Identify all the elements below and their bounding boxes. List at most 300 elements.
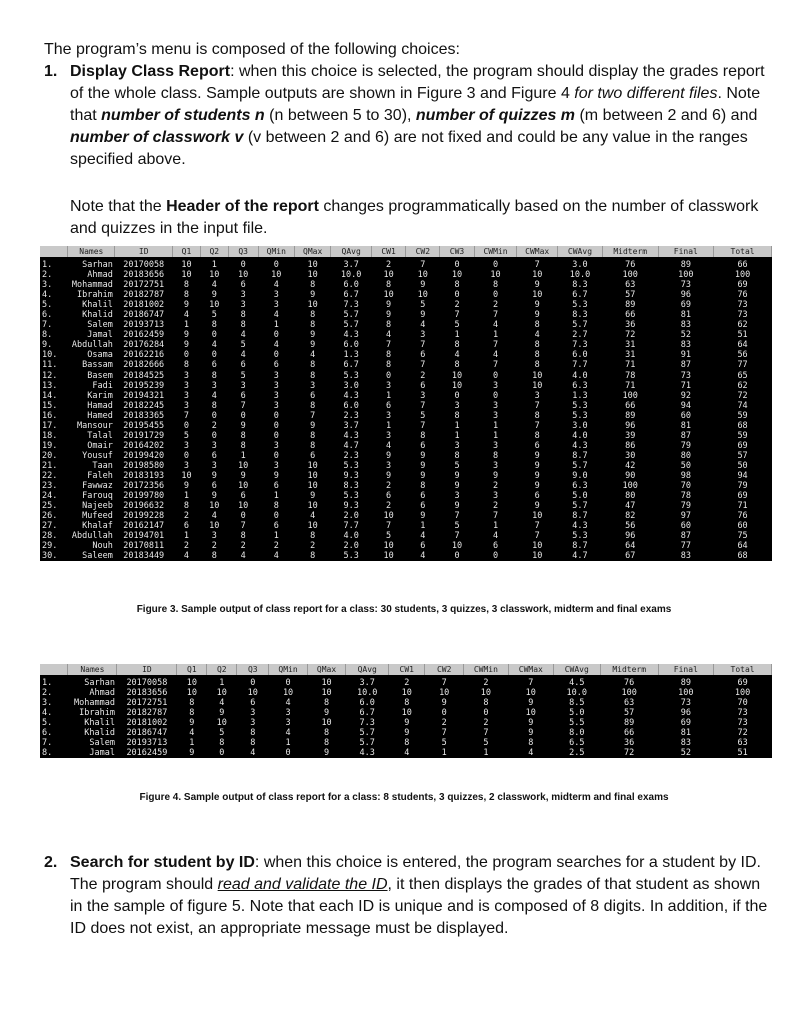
column-header: CWMax bbox=[517, 246, 558, 257]
table-cell: 20198580 bbox=[123, 460, 165, 471]
table-cell: 10 bbox=[238, 501, 249, 512]
table-cell: 0 bbox=[240, 260, 246, 271]
table-cell: 4 bbox=[404, 748, 410, 759]
table-cell: 70 bbox=[680, 481, 691, 492]
table-cell: 5.3 bbox=[343, 370, 359, 381]
table-cell: 71 bbox=[737, 501, 748, 512]
table-cell: 9 bbox=[189, 718, 195, 729]
table-cell: 10 bbox=[417, 290, 428, 301]
table-cell: 76 bbox=[624, 678, 635, 689]
table-cell: 0 bbox=[492, 390, 499, 401]
table-cell: 6 bbox=[273, 481, 279, 492]
table-cell: 94 bbox=[737, 471, 748, 481]
table-cell: 5.0 bbox=[569, 708, 585, 719]
table-cell: 3 bbox=[183, 370, 190, 381]
table-cell: 5. bbox=[42, 300, 53, 311]
table-cell: 5 bbox=[183, 430, 190, 441]
table-cell: 7 bbox=[183, 410, 190, 421]
table-cell: 100 bbox=[622, 270, 638, 281]
table-cell: 4 bbox=[420, 531, 426, 542]
table-cell: 98 bbox=[680, 471, 691, 481]
table-cell: 8 bbox=[310, 310, 316, 321]
table-cell: 9 bbox=[310, 290, 316, 301]
table-cell: Mansour bbox=[77, 420, 113, 431]
table-cell: 9 bbox=[454, 501, 460, 512]
table-cell: 3.0 bbox=[343, 380, 359, 391]
table-cell: 4. bbox=[42, 708, 53, 719]
table-cell: 51 bbox=[737, 330, 748, 341]
table-cell: 0 bbox=[454, 551, 460, 562]
table-cell: 8 bbox=[310, 400, 316, 411]
table-cell: 68 bbox=[737, 551, 748, 562]
table-cell: 10 bbox=[238, 460, 249, 471]
table-cell: 20182787 bbox=[126, 708, 168, 719]
table-cell: 6 bbox=[386, 491, 392, 502]
table-cell: 3 bbox=[492, 440, 499, 451]
table-cell: 83 bbox=[680, 340, 691, 351]
table-cell: 10 bbox=[209, 300, 220, 311]
table-cell: 6.0 bbox=[343, 400, 359, 411]
table-cell: 3 bbox=[273, 390, 279, 401]
table-cell: 5 bbox=[240, 340, 246, 351]
table-cell: 10 bbox=[383, 270, 394, 281]
table-cell: 4 bbox=[219, 698, 225, 709]
table-cell: 31 bbox=[625, 340, 636, 351]
table-cell: 6 bbox=[386, 400, 392, 411]
table-cell: 50 bbox=[737, 460, 748, 471]
table-cell: 83 bbox=[680, 320, 691, 331]
table-row bbox=[40, 708, 772, 718]
table-cell: 62 bbox=[737, 320, 748, 331]
table-row bbox=[40, 451, 772, 461]
table-cell: 9.3 bbox=[343, 471, 359, 481]
table-cell: 69 bbox=[737, 280, 748, 291]
table-cell: 2 bbox=[310, 541, 316, 552]
table-cell: 8 bbox=[211, 370, 217, 381]
table-cell: 3 bbox=[211, 531, 217, 542]
table-cell: 8.7 bbox=[572, 511, 588, 522]
table-row bbox=[40, 481, 772, 491]
table-cell: 0 bbox=[211, 330, 217, 341]
table-cell: 3 bbox=[386, 380, 392, 391]
table-row bbox=[40, 728, 772, 738]
table-cell: 4 bbox=[420, 320, 426, 331]
table-cell: 50 bbox=[680, 460, 691, 471]
table-cell: 30. bbox=[42, 551, 58, 562]
column-header: Total bbox=[714, 246, 772, 257]
table-cell: 9 bbox=[454, 471, 460, 481]
table-cell: 9 bbox=[534, 310, 540, 321]
table-cell: 4.3 bbox=[343, 390, 359, 401]
table-row bbox=[40, 431, 772, 441]
table-cell: 73 bbox=[680, 698, 691, 709]
table-cell: 2 bbox=[492, 501, 499, 512]
table-row bbox=[40, 738, 772, 748]
table-cell: 72 bbox=[624, 748, 635, 759]
table-cell: 1 bbox=[211, 260, 217, 271]
table-cell: 2 bbox=[404, 678, 410, 689]
table-cell: 20183449 bbox=[123, 551, 165, 562]
table-cell: Salem bbox=[87, 320, 113, 331]
table-cell: 6 bbox=[211, 450, 217, 461]
table-cell: 4 bbox=[420, 551, 426, 562]
table-cell: 5 bbox=[483, 738, 489, 749]
table-cell: 17. bbox=[42, 420, 58, 431]
table-cell: 9 bbox=[324, 708, 330, 719]
table-cell: 57 bbox=[625, 290, 636, 301]
table-cell: 6 bbox=[240, 360, 246, 371]
table-cell: 3.0 bbox=[572, 260, 588, 271]
table-cell: 91 bbox=[680, 350, 691, 361]
table-cell: 9 bbox=[183, 300, 190, 311]
table-cell: 9 bbox=[273, 471, 279, 481]
table-cell: 4 bbox=[240, 350, 246, 361]
table-cell: 0 bbox=[386, 370, 392, 381]
table-cell: 20183656 bbox=[126, 688, 168, 699]
table-cell: 3.7 bbox=[359, 678, 375, 689]
column-header: Names bbox=[68, 246, 115, 257]
table-cell: 20182245 bbox=[123, 400, 165, 411]
table-cell: 10 bbox=[439, 688, 450, 699]
table-cell: 20164202 bbox=[123, 440, 165, 451]
table-cell: 2 bbox=[273, 541, 279, 552]
table-cell: 3 bbox=[240, 290, 246, 301]
table-cell: 20194321 bbox=[123, 390, 165, 401]
table-cell: 5 bbox=[211, 310, 217, 321]
table-cell: 8 bbox=[211, 400, 217, 411]
table-cell: 1 bbox=[483, 748, 489, 759]
table-cell: 3 bbox=[250, 718, 256, 729]
table-cell: 9 bbox=[492, 471, 499, 481]
table-cell: 82 bbox=[625, 511, 636, 522]
table-cell: 7 bbox=[441, 728, 447, 739]
table-cell: 83 bbox=[680, 551, 691, 562]
table-cell: 10 bbox=[216, 718, 227, 729]
table-row bbox=[40, 260, 772, 270]
table-cell: 10 bbox=[186, 688, 197, 699]
table-cell: 0 bbox=[273, 430, 279, 441]
table-cell: 69 bbox=[737, 440, 748, 451]
table-cell: 4.7 bbox=[343, 440, 359, 451]
table-cell: 9 bbox=[534, 501, 540, 512]
table-cell: 3 bbox=[386, 460, 392, 471]
table-cell: 8 bbox=[211, 320, 217, 331]
table-cell: 1 bbox=[219, 678, 225, 689]
table-cell: 42 bbox=[625, 460, 636, 471]
table-cell: 51 bbox=[737, 748, 748, 759]
table-cell: 7 bbox=[454, 310, 460, 321]
table-cell: Yousuf bbox=[82, 450, 113, 461]
table-cell: 10 bbox=[209, 501, 220, 512]
table-cell: 10 bbox=[282, 688, 294, 699]
table-cell: 8 bbox=[492, 450, 499, 461]
column-header: Final bbox=[658, 664, 714, 675]
table-cell: Mohammad bbox=[74, 698, 115, 709]
table-cell: 6.0 bbox=[343, 280, 359, 291]
table-cell: 5 bbox=[420, 300, 426, 311]
table-cell: Fawwaz bbox=[82, 481, 113, 492]
table-cell: Sarhan bbox=[82, 260, 113, 271]
table-cell: Nouh bbox=[92, 541, 113, 552]
table-cell: 8 bbox=[211, 551, 217, 562]
table-cell: 8 bbox=[454, 340, 460, 351]
table-cell: 4 bbox=[211, 340, 217, 351]
table-cell: 1.3 bbox=[572, 390, 588, 401]
table-cell: 1 bbox=[183, 531, 190, 542]
table-cell: 7 bbox=[534, 521, 540, 532]
table-cell: 71 bbox=[625, 380, 636, 391]
table-cell: 6 bbox=[492, 541, 499, 552]
table-cell: 87 bbox=[680, 531, 691, 542]
table-cell: 66 bbox=[737, 260, 748, 271]
table-cell: 7 bbox=[420, 400, 426, 411]
table-cell: 6 bbox=[534, 491, 540, 502]
table-cell: 8 bbox=[386, 320, 392, 331]
table-cell: 13. bbox=[42, 380, 58, 391]
table-cell: 9 bbox=[386, 471, 392, 481]
table-cell: 7 bbox=[534, 531, 540, 542]
table-cell: 9 bbox=[534, 471, 540, 481]
table-cell: 67 bbox=[625, 551, 636, 562]
table-cell: Salem bbox=[89, 738, 115, 749]
table-cell: 8.3 bbox=[343, 481, 359, 492]
table-cell: 1 bbox=[183, 320, 190, 331]
table-cell: 10 bbox=[532, 370, 543, 381]
table-cell: 8 bbox=[324, 698, 330, 709]
table-cell: 69 bbox=[680, 300, 691, 311]
table-cell: 20170811 bbox=[123, 541, 165, 552]
table-cell: 4 bbox=[273, 280, 279, 291]
table-cell: 2.5 bbox=[569, 748, 585, 759]
table-cell: 73 bbox=[737, 708, 748, 719]
table-cell: 8 bbox=[324, 738, 330, 749]
table-cell: 20193713 bbox=[126, 738, 168, 749]
table-row bbox=[40, 411, 772, 421]
table-cell: 10.0 bbox=[569, 270, 591, 281]
table-cell: 2.0 bbox=[343, 541, 359, 552]
table-cell: 9 bbox=[310, 491, 316, 502]
table-cell: 72 bbox=[737, 390, 748, 401]
table-cell: 9 bbox=[324, 748, 330, 759]
table-cell: 10 bbox=[532, 290, 543, 301]
table-cell: 5.3 bbox=[572, 400, 588, 411]
table-cell: Abdullah bbox=[71, 531, 113, 542]
table-cell: 7 bbox=[534, 420, 540, 431]
item-title: Display Class Report bbox=[70, 63, 231, 80]
table-cell: 64 bbox=[737, 340, 748, 351]
table-cell: 0 bbox=[250, 678, 256, 689]
table-cell: 3 bbox=[273, 440, 279, 451]
table-cell: 76 bbox=[625, 260, 636, 271]
column-header: CW2 bbox=[425, 664, 464, 675]
table-cell: 8 bbox=[183, 290, 190, 301]
table-cell: 73 bbox=[737, 310, 748, 321]
figure3-console bbox=[40, 246, 772, 561]
table-cell: 5.0 bbox=[572, 491, 588, 502]
table-cell: 10 bbox=[480, 688, 492, 699]
table-row bbox=[40, 748, 772, 758]
table-cell: 0 bbox=[492, 551, 499, 562]
table-cell: 8 bbox=[534, 320, 540, 331]
table-cell: 5 bbox=[454, 460, 460, 471]
table-cell: 0 bbox=[273, 350, 279, 361]
table-cell: 8 bbox=[310, 360, 316, 371]
table-cell: 8 bbox=[240, 310, 246, 321]
table-cell: 3 bbox=[534, 390, 540, 401]
table-cell: 2 bbox=[441, 718, 447, 729]
table-cell: 0 bbox=[183, 450, 190, 461]
table-cell: 6 bbox=[420, 541, 426, 552]
table-cell: 78 bbox=[680, 491, 691, 502]
table-cell: Talal bbox=[87, 430, 113, 441]
table-cell: Khalil bbox=[82, 300, 113, 311]
table-row bbox=[40, 360, 772, 370]
table-cell: 6 bbox=[211, 360, 217, 371]
table-cell: 3 bbox=[183, 460, 190, 471]
column-header: QMax bbox=[294, 246, 330, 257]
table-cell: 2 bbox=[386, 501, 392, 512]
table-cell: Saleem bbox=[82, 551, 113, 562]
table-cell: 100 bbox=[734, 688, 751, 699]
table-cell: 100 bbox=[622, 390, 638, 401]
column-header: QMax bbox=[307, 664, 346, 675]
table-cell: 81 bbox=[680, 420, 691, 431]
table-cell: 87 bbox=[680, 430, 691, 441]
table-cell: Khalil bbox=[84, 718, 115, 729]
table-cell: 0 bbox=[273, 260, 279, 271]
table-cell: 20176284 bbox=[123, 340, 165, 351]
table-cell: 8.3 bbox=[572, 310, 588, 321]
table-cell: 1.3 bbox=[343, 350, 359, 361]
table-cell: 2 bbox=[483, 718, 489, 729]
table-cell: 0 bbox=[273, 330, 279, 341]
table-cell: 8 bbox=[310, 430, 316, 441]
table-cell: 4 bbox=[189, 728, 195, 739]
table-cell: 7. bbox=[42, 738, 53, 749]
table-cell: 3 bbox=[454, 491, 460, 502]
table-cell: 6 bbox=[534, 440, 540, 451]
item-number: 1. bbox=[44, 63, 58, 80]
table-cell: 10 bbox=[181, 270, 192, 281]
table-cell: 9 bbox=[534, 481, 540, 492]
table-cell: 9 bbox=[534, 280, 540, 291]
table-cell: 79 bbox=[737, 481, 748, 492]
table-cell: 20162147 bbox=[123, 521, 165, 532]
table-cell: 7 bbox=[454, 531, 460, 542]
table-cell: 3 bbox=[211, 460, 217, 471]
table-cell: 20199780 bbox=[123, 491, 165, 502]
table-cell: 5.7 bbox=[359, 728, 375, 739]
table-cell: 6 bbox=[310, 390, 316, 401]
table-row bbox=[40, 391, 772, 401]
table-cell: 8 bbox=[483, 698, 489, 709]
table-cell: 0 bbox=[273, 450, 279, 461]
table-cell: 20193713 bbox=[123, 320, 165, 331]
table-cell: 20181002 bbox=[126, 718, 168, 729]
table-cell: 6 bbox=[420, 491, 426, 502]
table-cell: 10 bbox=[181, 471, 192, 481]
figure4-header-row bbox=[40, 664, 772, 675]
table-cell: 20170058 bbox=[126, 678, 168, 689]
table-cell: 10 bbox=[532, 270, 543, 281]
table-cell: 4.3 bbox=[572, 440, 588, 451]
table-cell: 0 bbox=[211, 350, 217, 361]
table-cell: 25. bbox=[42, 501, 58, 512]
table-cell: 1 bbox=[492, 521, 499, 532]
table-cell: 6 bbox=[250, 698, 256, 709]
table-cell: 0 bbox=[285, 678, 291, 689]
table-cell: 2 bbox=[183, 511, 190, 522]
table-cell: 1 bbox=[285, 738, 291, 749]
table-cell: 9 bbox=[183, 330, 190, 341]
item-body: Search for student by ID: when this choice is entered, the program searches for a student by ID. The program should read and validate the ID, it then displays the grades of that student as shown in the sample of figure 5. Note that each ID is unique and is composed of 8 digits. In addition, if the ID does not exist, an appropriate message must be displayed. bbox=[70, 854, 768, 937]
table-cell: 8 bbox=[492, 280, 499, 291]
table-cell: Bassam bbox=[82, 360, 113, 371]
table-cell: 10 bbox=[532, 511, 543, 522]
table-cell: 8 bbox=[420, 430, 426, 441]
table-cell: 10 bbox=[307, 481, 318, 492]
table-cell: 6 bbox=[240, 280, 246, 291]
table-cell: 20194701 bbox=[123, 531, 165, 542]
table-cell: 10 bbox=[401, 688, 412, 699]
table-cell: 7. bbox=[42, 320, 53, 331]
column-header: ID bbox=[115, 246, 173, 257]
table-cell: 3 bbox=[273, 400, 279, 411]
table-cell: 9.0 bbox=[572, 471, 588, 481]
table-cell: 2 bbox=[183, 541, 190, 552]
table-cell: 4 bbox=[183, 551, 190, 562]
table-cell: 6.0 bbox=[343, 340, 359, 351]
table-cell: 8.5 bbox=[569, 698, 585, 709]
table-cell: 100 bbox=[678, 270, 694, 281]
table-cell: 0 bbox=[183, 420, 190, 431]
table-cell: 1 bbox=[183, 491, 190, 502]
table-cell: 7 bbox=[420, 420, 426, 431]
table-row bbox=[40, 330, 772, 340]
table-cell: 71 bbox=[625, 360, 636, 371]
table-cell: 4 bbox=[310, 511, 316, 522]
table-cell: 8.0 bbox=[569, 728, 585, 739]
table-row bbox=[40, 461, 772, 471]
table-cell: 9 bbox=[420, 310, 426, 321]
table-cell: 3.0 bbox=[572, 420, 588, 431]
table-cell: Ahmad bbox=[87, 270, 113, 281]
table-cell: 8 bbox=[454, 450, 460, 461]
table-cell: 69 bbox=[680, 718, 691, 729]
table-cell: 9 bbox=[534, 450, 540, 461]
table-cell: 60 bbox=[680, 521, 691, 532]
table-cell: 56 bbox=[625, 521, 636, 532]
table-cell: 8 bbox=[534, 350, 540, 361]
table-cell: 28. bbox=[42, 531, 58, 542]
table-cell: 20. bbox=[42, 450, 58, 461]
table-cell: 8 bbox=[528, 738, 534, 749]
figure3-caption: Figure 3. Sample output of class report for a class: 30 students, 3 quizzes, 3 classwork, midterm and final exams bbox=[136, 604, 672, 615]
table-cell: 74 bbox=[737, 400, 748, 411]
table-cell: 9 bbox=[420, 471, 426, 481]
table-cell: 4 bbox=[183, 310, 190, 321]
table-cell: 10 bbox=[451, 541, 463, 552]
column-header: CWAvg bbox=[553, 664, 600, 675]
table-row bbox=[40, 541, 772, 551]
table-cell: 4.0 bbox=[572, 430, 588, 441]
table-cell: 96 bbox=[625, 531, 636, 542]
table-cell: 20184525 bbox=[123, 370, 165, 381]
table-cell: 8 bbox=[310, 551, 316, 562]
table-cell: 4.0 bbox=[572, 370, 588, 381]
table-row bbox=[40, 340, 772, 350]
table-cell: 26. bbox=[42, 511, 58, 522]
